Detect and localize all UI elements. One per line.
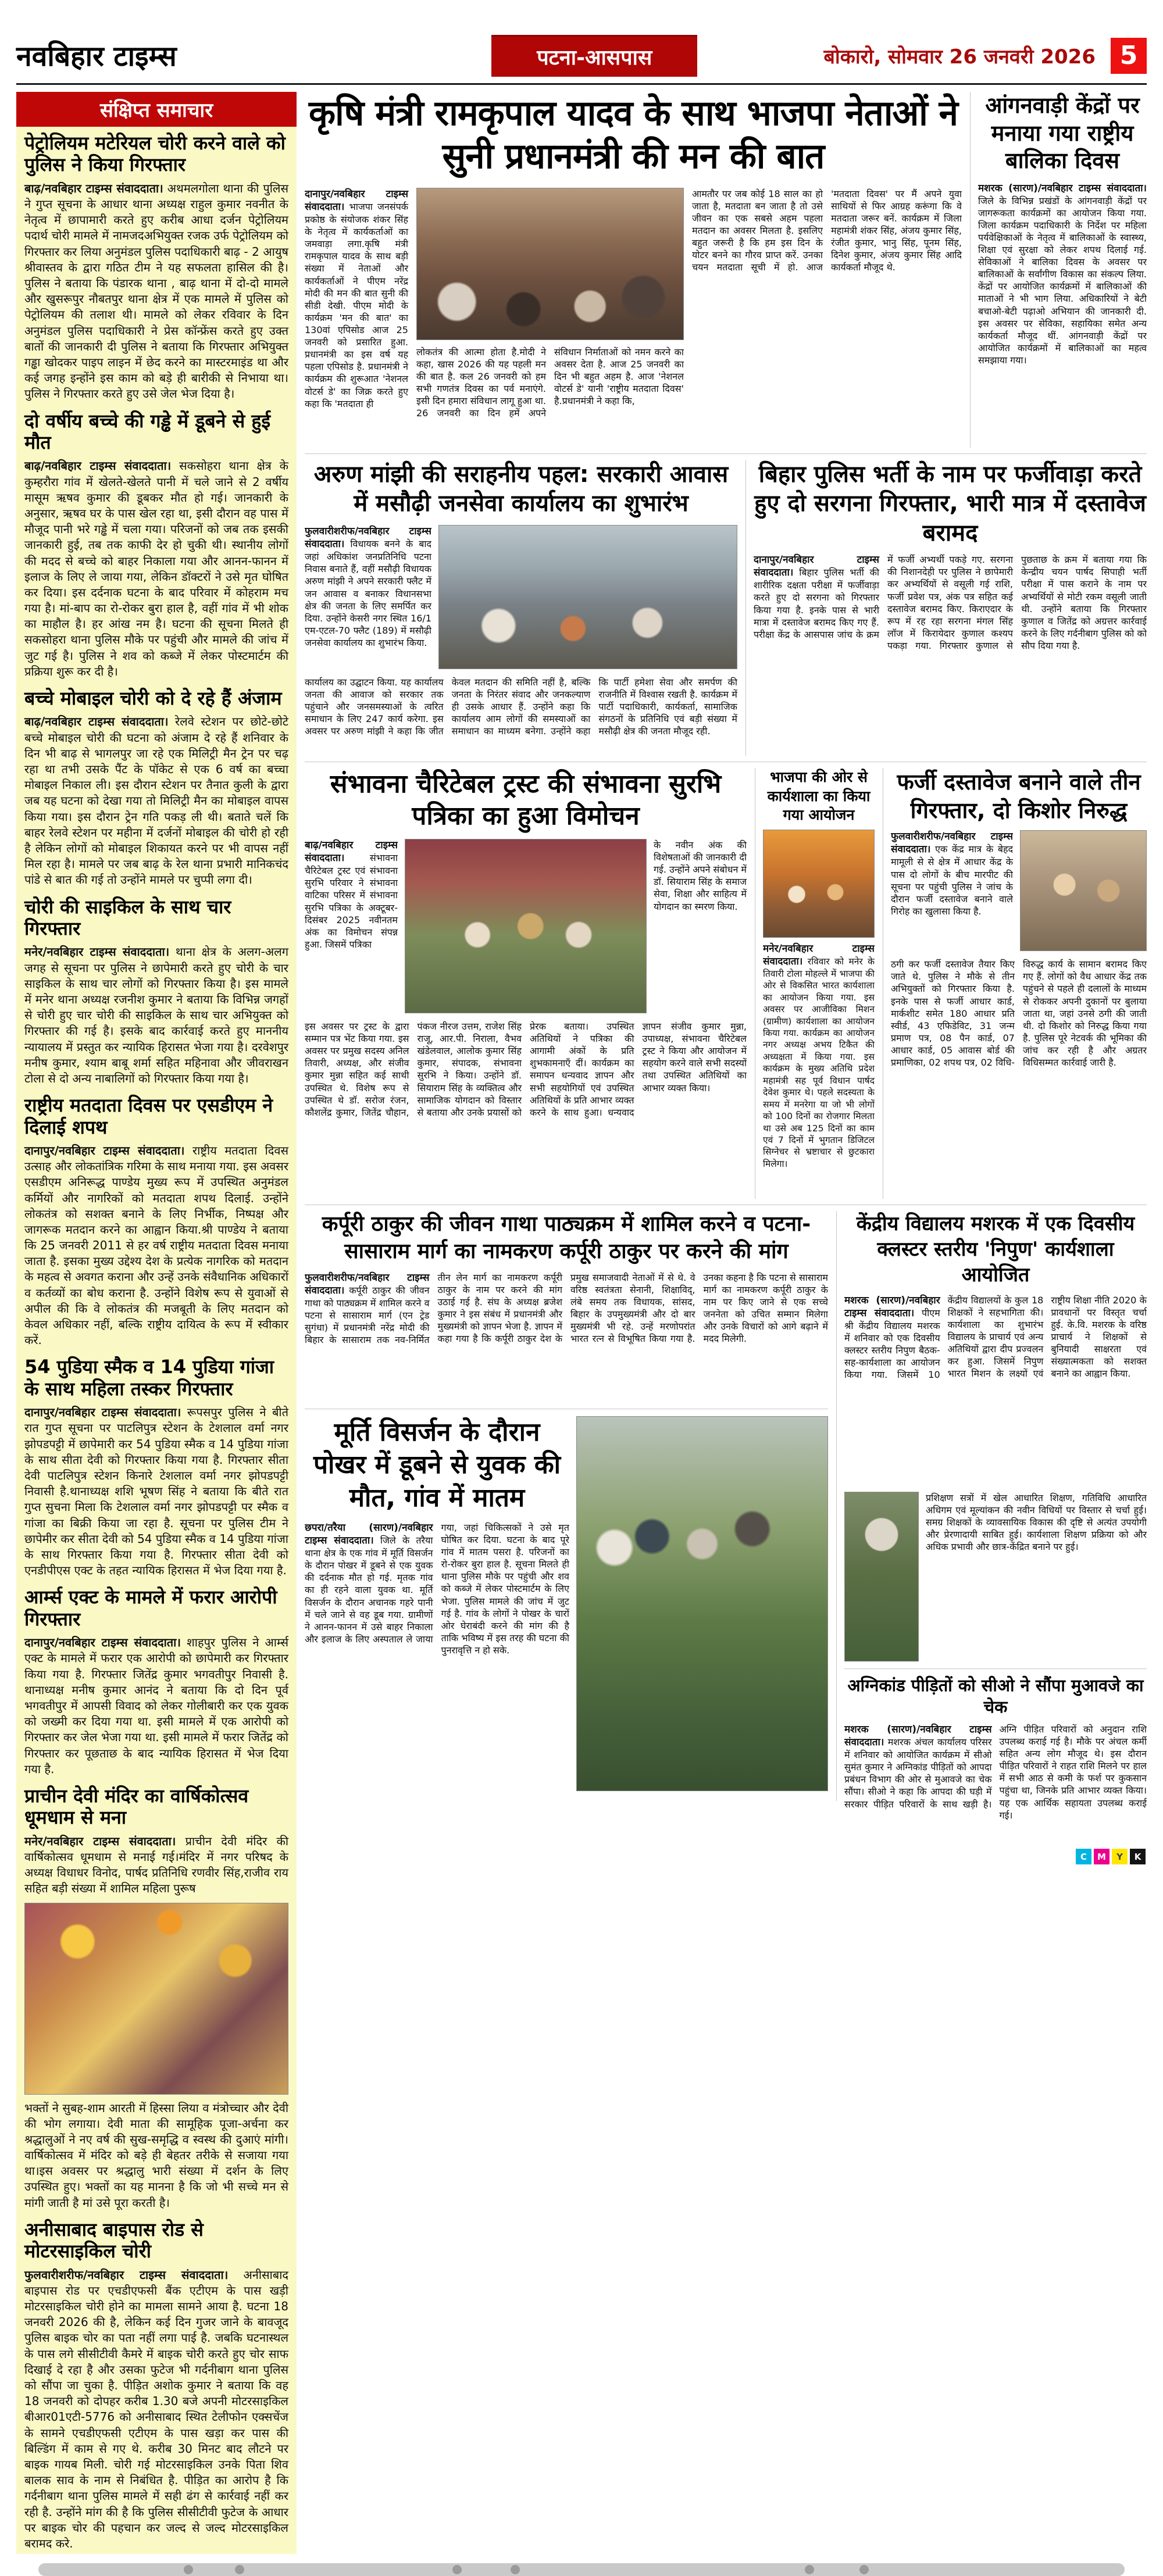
temple-festival-photo <box>24 1903 288 2095</box>
brief-smack-arrest <box>16 1350 297 1581</box>
article-headline: बिहार पुलिस भर्ती के नाम पर फर्जीवाड़ा करते हुए दो सरगना गिरफ्तार, भारी मात्र में दस्तावेज बरामद <box>754 461 1146 546</box>
article-police-bharti-fraud <box>745 460 1147 756</box>
article-headline: अरुण मांझी की सराहनीय पहल: सरकारी आवास में मसौढ़ी जनसेवा कार्यालय का शुभारंभ <box>313 461 729 517</box>
article-body: लोकतंत्र की आत्मा होता है.मोदी ने कहा, खास 2026 की यह पहली मन की बात है. कल 26 जनवरी को हम सभी गणतंत्र दिवस का पर्व मनाएंगे. इसी दिन हमारा संविधान लागू हुआ था. 26 जनवरी का दिन हमें अपने संविधान निर्माताओं को नमन करने का अवसर देता है. आज 25 जनवरी का दिन भी बहुत अहम है. आज 'नेशनल वोटर्स डे' यानी 'राष्ट्रीय मतदाता दिवस' है.प्रधानमंत्री ने कहा कि, <box>416 346 684 419</box>
article-body: मशरक अंचल कार्यालय परिसर में शनिवार को आयोजित कार्यक्रम में सीओ सुमंत कुमार ने अग्निकांड पीड़ितों को आपदा प्रबंधन विभाग की ओर से मुआवजे का चेक सौंपा। सीओ ने कहा कि आपदा की घड़ी में सरकार पीड़ित परिवारों के साथ खड़ी है। अग्नि पीड़ित परिवारों को अनुदान राशि उपलब्ध कराई गई है। मौके पर अंचल कर्मी सहित अन्य लोग मौजूद थे। इस दौरान पीड़ित परिवारों ने राहत राशि मिलने पर हाल में सभी आठ से कमी के फर्श पर कुकसान पहुंचा था, जिनके प्रति आभार व्यक्त किया। यह एक आर्थिक सहायता उपलब्ध कराई गई। <box>844 1723 1147 1821</box>
main-area <box>305 92 1147 2554</box>
brief-arms-act <box>16 1581 297 1780</box>
brief-headline: चोरी की साइकिल के साथ चार गिरफ्तार <box>24 895 231 939</box>
article-headline: आंगनवाड़ी केंद्रों पर मनाया गया राष्ट्रीय बालिका दिवस <box>985 92 1140 173</box>
edition-dateline: बोकारो, सोमवार 26 जनवरी 2026 <box>823 45 1096 69</box>
registration-dot <box>235 2565 244 2574</box>
brief-dateline: बाढ़/नवबिहार टाइम्स संवाददाता। <box>24 181 163 195</box>
article-headline: केंद्रीय विद्यालय मशरक में एक दिवसीय क्लस्टर स्तरीय 'निपुण' कार्यशाला आयोजित <box>856 1212 1135 1287</box>
page-content <box>16 92 1147 2554</box>
article-headline: मूर्ति विसर्जन के दौरान पोखर में डूबने से युवक की मौत, गांव में मातम <box>313 1417 561 1513</box>
inauguration-photo <box>438 525 737 669</box>
registration-dot <box>511 2565 520 2574</box>
article-body: रविवार को मनेर के तिवारी टोला मोहल्ले में भाजपा की ओर से विकसित भारत कार्यशाला का आयोजन किया गया. इस अवसर पर आजीविका मिशन (ग्रामीण) कार्यशाला का आयोजन किया गया. कार्यक्रम का आयोजन नगर अध्यक्ष अभय टिकैत की अध्यक्षता में किया गया. इस कार्यक्रम के मुख्य अतिथि प्रदेश महामंत्री सह पूर्व विधान पार्षद देवेश कुमार थे। पहले सदस्यता के समय में मनरेगा या जो भी लोगों को 100 दिनों का रोजगार मिलता था उसे अब 125 दिनों का काम एवं 7 दिनों में भुगतान डिजिटल सिग्नेचर से भ्रष्टाचार से छुटकारा मिलेगा। <box>763 956 875 1169</box>
article-murti-visarjan <box>305 1409 828 1801</box>
article-dateline: मशरक (सारण)/नवबिहार टाइम्स संवाददाता। <box>978 182 1147 194</box>
article-body: कार्यालय का उद्घाटन किया. यह कार्यालय जनता की आवाज को सरकार तक पहुंचाने और जनसमस्याओं के त्वरित समाधान के लिए 247 कार्य करेगा. इस अवसर पर अरुण मांझी ने कहा कि जीत केवल मतदान की समिति नहीं है, बल्कि जनता के निरंतर संवाद और जनकल्याण ही उसके आधार हैं. उन्होंने कहा कि कार्यालय आम लोगों की समस्याओं का समाधान का माध्यम बनेगा. उन्होंने कहा कि पार्टी हमेशा सेवा और समर्पण की राजनीति में विश्वास रखती है. कार्यक्रम में पार्टी पदाधिकारी, कार्यकर्ता, सामाजिक संगठनों के प्रतिनिधि एवं बड़ी संख्या में मसौढ़ी क्षेत्र की जनता मौजूद रही. <box>305 677 737 737</box>
article-lead-row <box>305 525 737 670</box>
registration-dot <box>805 2565 814 2574</box>
brief-headline: आर्म्स एक्ट के मामले में फरार आरोपी गिरफ्तार <box>24 1586 277 1630</box>
article-body: जिले के तरैया थाना क्षेत्र के एक गांव में मूर्ति विसर्जन के दौरान पोखर में डूबने से एक युवक की दर्दनाक मौत हो गई. मृतक गांव का ही रहने वाला युवक था. मूर्ति विसर्जन के दौरान अचानक गहरे पानी में चले जाने से वह डूब गया. ग्रामीणों ने आनन-फानन में उसे बाहर निकाला और इलाज के लिए अस्पताल ले जाया गया, जहां चिकित्सकों ने उसे मृत घोषित कर दिया. घटना के बाद पूरे गांव में मातम पसरा है. परिजनों का रो-रोकर बुरा हाल है. सूचना मिलते ही थाना पुलिस मौके पर पहुंची और शव को कब्जे में लेकर पोस्टमार्टम के लिए भेजा. पुलिस मामले की जांच में जुट गई है. गांव के लोगों ने पोखर के चारों ओर घेराबंदी करने की मांग की है ताकि भविष्य में इस तरह की घटना की पुनरावृत्ति न हो सके. <box>305 1521 569 1656</box>
article-dateline: मनेर/नवबिहार टाइम्स संवाददाता। <box>763 942 875 967</box>
brief-headline: बच्चे मोबाइल चोरी को दे रहे हैं अंजाम <box>24 687 282 709</box>
pond-crowd-photo <box>576 1416 828 1791</box>
brief-headline: प्राचीन देवी मंदिर का वार्षिकोत्सव धूमधाम से मना <box>24 1784 249 1829</box>
brief-body: राष्ट्रीय मतदाता दिवस उत्साह और लोकतांत्रिक गरिमा के साथ मनाया गया. इस अवसर एसडीएम अनिरूद्ध पाण्डेय मुख्य रूप में उपस्थित अनुमंडल कर्मियों और नागरिकों को मतदाता शपथ दिलाई. उन्होंने लोकतंत्र को सशक्त बनाने के लिए निर्भीक, निष्पक्ष और जागरूक मतदान करने का आह्वान किया.श्री पाण्डेय ने बताया कि 25 जनवरी 2011 से हर वर्ष राष्ट्रीय मतदाता दिवस मनाया जाता है. इसका मुख्य उद्देश्य देश के प्रत्येक नागरिक को मतदान के महत्व से अवगत कराना और उन्हें उनके संवैधानिक अधिकारों व कर्तव्यों का बोध कराना है. उन्होंने विशेष रूप से युवाओं से अपील की कि वे लोकतंत्र की मजबूती के लिए मतदान को केवल अधिकार नहीं, बल्कि राष्ट्रीय दायित्व के रूप में स्वीकार करें. <box>24 1143 289 1348</box>
article-body: कर्पूरी ठाकुर की जीवन गाथा को पाठ्यक्रम में शामिल करने व पटना से सासाराम मार्ग (एन ट्रेड सुगंधा) में प्रधानमंत्री नरेंद्र मोदी की बिहार के सासाराम तक नव-निर्मित तीन लेन मार्ग का नामकरण कर्पूरी ठाकुर के नाम पर करने की मांग उठाई गई है. संघ के अध्यक्ष ब्रजेश कुमार ने इस संबंध में प्रधानमंत्री और मुख्यमंत्री को ज्ञापन भेजा है. ज्ञापन में कहा गया है कि कर्पूरी ठाकुर देश के प्रमुख समाजवादी नेताओं में से थे. वे वरिष्ठ स्वतंत्रता सेनानी, शिक्षाविद्, लंबे समय तक विधायक, सांसद, बिहार के उपमुख्यमंत्री और दो बार मुख्यमंत्री भी रहे. उन्हें मरणोपरांत भारत रत्न से विभूषित किया गया है. उनका कहना है कि पटना से सासाराम मार्ग का नामकरण कर्पूरी ठाकुर के नाम पर किए जाने से एक सच्चे जननेता को उचित सम्मान मिलेगा और उनके विचारों को आगे बढ़ाने में मदद मिलेगी. <box>305 1271 828 1346</box>
brief-body: रूपसपुर पुलिस ने बीते रात गुप्त सूचना पर पाटलिपुत्र स्टेशन के टेशलाल वर्मा नगर झोपडपट्टी में छापेमारी कर 54 पुडिया स्मैक व 14 पुडिया गांजा के साथ सीता देवी को गिरफ्तार किया गया है. गिरफ्तार सीता देवी पाटलिपुत्र स्टेशन किनारे टेशलाल वर्मा नगर झोपडपट्टी निवासी है.थानाध्यक्ष शशि भूषण सिंह ने बताया कि बीते रात गुप्त सुचना मिला कि टेशलाल वर्मा नगर झोपडपट्टी पर स्मैक व गांजा का बिक्री किया जा रहा है. सूचना पर पुलिस टीम ने छापेमीर कर सीता देवी को 54 पुडिया स्मैक व 14 पुडिया गांजा के साथ गिरफ्तार किया गया है. गिरफ्तार सीता देवी को एनडीपीएस एक्ट के तहत न्यायिक हिरासत में भेज दिया गया है. <box>24 1405 288 1578</box>
bottom-left-stack <box>305 1211 828 1801</box>
article-lead-row <box>891 830 1147 952</box>
article-lead <box>305 525 431 670</box>
brief-motorcycle-theft <box>16 2213 297 2554</box>
article-lead <box>891 830 1013 952</box>
brief-cycle-theft <box>16 891 297 1089</box>
meeting-photo <box>416 188 684 340</box>
article-balika-diwas <box>970 92 1147 448</box>
black-patch: K <box>1130 1849 1146 1864</box>
murti-text-block <box>305 1416 569 1801</box>
article-body-wrap <box>305 1521 569 1742</box>
article-dateline: दानापुर/नवबिहार टाइम्स संवाददाता। <box>305 188 408 213</box>
brief-child-drowning <box>16 405 297 683</box>
article-mann-ki-baat <box>305 92 962 448</box>
article-body: विधायक बनने के बाद जहां अधिकांश जनप्रतिनिधि पटना निवास बनाते हैं, वहीं मसौढ़ी विधायक अरुण मांझी ने अपने सरकारी फ्लैट में जन आवास व बनाकर विधानसभा क्षेत्र की जनता के लिए समर्पित कर दिया. उन्होंने केसरी नगर स्थित 16/1 एम-एटल-70 फ्लैट (189) में मसौढ़ी जनसेवा कार्यालय का शुभारंभ किया. <box>305 538 431 648</box>
article-lead-row <box>305 839 747 1014</box>
article-dateline: दानापुर/नवबिहार टाइम्स संवाददाता। <box>754 554 879 579</box>
event-photo <box>844 1492 919 1662</box>
main-headline: कृषि मंत्री रामकृपाल यादव के साथ भाजपा नेताओं ने सुनी प्रधानमंत्री की मन की बात <box>309 93 958 177</box>
page-number-badge: 5 <box>1111 38 1147 74</box>
article-dateline: बाढ़/नवबिहार टाइम्स संवाददाता। <box>305 839 398 864</box>
main-article-body <box>305 188 962 432</box>
article-body-continued: प्रशिक्षण सत्रों में खेल आधारित शिक्षण, गतिविधि आधारित अधिगम एवं मूल्यांकन की नवीन विधियों पर विस्तार से चर्चा हुई। समग्र शिक्षकों के व्यावसायिक विकास की दृष्टि से अत्यंत उपयोगी और प्रेरणादायी साबित हुई। कार्यशाला शिक्षण प्रक्रिया को और अधिक प्रभावी और छात्र-केंद्रित बनाने पर हुई। <box>926 1492 1147 1552</box>
workshop-photo <box>763 830 875 938</box>
brief-dateline: मनेर/नवबिहार टाइम्स संवाददाता। <box>24 1834 176 1848</box>
nipun-lower-row <box>844 1492 1147 1662</box>
brief-dateline: दानापुर/नवबिहार टाइम्स संवाददाता। <box>24 1635 181 1650</box>
article-body: जिले के विभिन्न प्रखंडों के आंगनवाड़ी केंद्रों पर जागरूकता कार्यक्रमों का आयोजन किया गया. जिला कार्यक्रम पदाधिकारी के निर्देश पर महिला पर्यवेक्षिकाओं के नेतृत्व में बालिकाओं के स्वास्थ्य, शिक्षा एवं सुरक्षा को लेकर शपथ दिलाई गई. सेविकाओं ने बालिका दिवस के अवसर पर बालिकाओं के सर्वांगीण विकास का संकल्प लिया. केंद्रों पर आयोजित कार्यक्रमों में बालिकाओं की माताओं ने भी भाग लिया. अधिकारियों ने बेटी बचाओ-बेटी पढ़ाओ अभियान की जानकारी दी. इस अवसर पर सेविका, सहायिका समेत अन्य कार्यकर्ता मौजूद थीं. आंगनवाड़ी केंद्रों पर आयोजित कार्यक्रमों में बालिकाओं का महत्व समझाया गया। <box>978 195 1147 366</box>
magenta-patch: M <box>1094 1849 1110 1864</box>
brief-dateline: दानापुर/नवबिहार टाइम्स संवाददाता। <box>24 1405 181 1420</box>
article-dateline: फुलवारीशरीफ/नवबिहार टाइम्स संवाददाता। <box>891 831 1013 856</box>
article-headline: कर्पूरी ठाकुर की जीवन गाथा पाठ्यक्रम में शामिल करने व पटना-सासाराम मार्ग का नामकरण कर्पूरी ठाकुर पर करने की मांग <box>322 1212 811 1263</box>
print-registration-bar <box>38 2563 1125 2576</box>
brief-headline: अनीसाबाद बाइपास रोड से मोटरसाइकिल चोरी <box>24 2218 204 2263</box>
article-lead-left <box>305 839 398 1014</box>
article-body: इस अवसर पर ट्रस्ट के द्वारा सम्मान पत्र भेंट किया गया. इस अवसर पर प्रमुख सदस्य अनिल तिवारी, अध्यक्ष, और संजीव कुमार मुन्ना सहित कई साथी उपस्थित थे. विशेष रूप से उपस्थित थे डॉ. सरोज रंजन, कौशलेंद्र कुमार, जितेंद्र चौहान, पंकज नीरज उत्तम, राजेश सिंह राजू, आर.पी. निराला, वैभव खंडेलवाल, आलोक कुमार सिंह कुमार, संपादक, संभावना सुरभि ने किया। उन्होंने डॉ. सियाराम सिंह के व्यक्तित्व और सामाजिक योगदान को विस्तार से बताया और उनके प्रयासों को प्रेरक बताया। उपस्थित अतिथियों ने पत्रिका की आगामी अंकों के प्रति शुभकामनाएँ दीं। कार्यक्रम का समापन धन्यवाद ज्ञापन और सभी सहयोगियों एवं उपस्थित अतिथियों के प्रति आभार व्यक्त करने के साथ हुआ। धन्यवाद ज्ञापन संजीव कुमार मुन्ना, उपाध्यक्ष, संभावना चैरिटेबल ट्रस्ट ने किया और आयोजन में सहयोग करने वाले सभी सदस्यों तथा उपस्थित अतिथियों का आभार व्यक्त किया। <box>305 1021 747 1118</box>
article-headline: फर्जी दस्तावेज बनाने वाले तीन गिरफ्तार, दो किशोर निरुद्ध <box>897 769 1141 823</box>
article-fake-documents <box>883 768 1147 1199</box>
section-label: पटना-आसपास <box>491 35 697 77</box>
article-body-wrap <box>305 1271 828 1391</box>
brief-dateline: दानापुर/नवबिहार टाइम्स संवाददाता। <box>24 1143 185 1157</box>
brief-headline: राष्ट्रीय मतदाता दिवस पर एसडीएम ने दिलाई शपथ <box>24 1094 273 1138</box>
article-dateline: फुलवारीशरीफ/नवबिहार टाइम्स संवाददाता। <box>305 526 431 551</box>
main-body-col1 <box>305 188 408 432</box>
brief-body: थाना क्षेत्र के अलग-अलग जगह से सूचना पर पुलिस ने छापेमारी करते हुए चोरी के चार साइकिल के साथ चार लोगों को गिरफ्तार किया है। इस मामले में मनेर थाना अध्यक्ष रजनीश कुमार ने बताया कि विभिन्न जगहों से चोरी हुए चार चोरी की साइकिल के साथ चार अभियुक्त को गिरफ्तार की गई है। इसके बाद कार्रवाई करते हुए माननीय न्यायालय में प्रस्तुत कर न्यायिक हिरासत भेजा गया है। दरवेशपुर मनीष कुमार, श्याम बाबू शर्मा सहित महिनावा और जीवराखन टोला से दो अन्य नाबालिगों को गिरफ्तार किया गया है। <box>24 945 288 1085</box>
article-body-wrap <box>978 182 1147 455</box>
magazine-release-photo <box>405 839 647 1013</box>
article-karpuri-thakur <box>305 1211 828 1409</box>
brief-temple-festival <box>16 1780 297 2213</box>
seized-documents-photo <box>1020 830 1147 951</box>
article-jansewa-karyalay <box>305 460 737 756</box>
article-headline: संभावना चैरिटेबल ट्रस्ट की संभावना सुरभि पत्रिका का हुआ विमोचन <box>330 769 722 831</box>
brief-headline: 54 पुडिया स्मैक व 14 पुडिया गांजा के साथ महिला तस्कर गिरफ्तार <box>24 1356 274 1400</box>
article-dateline: फुलवारीशरीफ/नवबिहार टाइम्स संवाददाता। <box>305 1271 430 1296</box>
main-body-center <box>416 188 684 432</box>
article-nipun-workshop <box>844 1211 1147 1662</box>
article-body: एक केंद्र मात्र के बेहद मामूली से से क्षेत्र में आधार केंद्र के पास दो लोगों के बीच मारपीट की सूचना पर पहुंची पुलिस ने जांच के दौरान फर्जी दस्तावेज बनाने वाले गिरोह का खुलासा किया है. <box>891 844 1013 917</box>
briefs-column <box>16 92 297 2554</box>
article-dateline: छपरा/तरैया (सारण)/नवबिहार टाइम्स संवाददाता। <box>305 1521 433 1547</box>
article-surabhi-patrika <box>305 768 747 1199</box>
cmyk-colour-patches <box>1076 1849 1146 1864</box>
article-body-wrap <box>754 553 1147 769</box>
yellow-patch: Y <box>1112 1849 1128 1864</box>
briefs-header: संक्षिप्त समाचार <box>16 92 297 127</box>
brief-headline: दो वर्षीय बच्चे की गड्ढे में डूबने से हुई मौत <box>24 409 271 453</box>
article-body: भाजपा जनसंपर्क प्रकोष्ठ के संयोजक शंकर सिंह के नेतृत्व में कार्यकर्ताओं का जमवाड़ा लगा.कृषि मंत्री रामकृपाल यादव के साथ बड़ी संख्या में नेताओं और कार्यकर्ताओं ने पीएम नरेंद्र मोदी की मन की बात सुनी की सीडी देखी. पीएम मोदी के कार्यक्रम 'मन की बात' का 130वां एपिसोड आज 25 जनवरी को प्रसारित हुआ. प्रधानमंत्री का इस वर्ष यह पहला एपिसोड है. प्रधानमंत्री ने कार्यक्रम की शुरूआत 'नेशनल वोटर्स डे' का जिक्र करते हुए कहा कि 'मतदाता ही <box>305 201 408 409</box>
row-third <box>305 762 1147 1199</box>
article-headline: अग्निकांड पीड़ितों को सीओ ने सौंपा मुआवजे का चेक <box>847 1675 1144 1717</box>
paper-name: नवबिहार टाइम्स <box>16 40 177 73</box>
article-body: बिहार पुलिस भर्ती की शारीरिक दक्षता परीक्षा में फर्जीवाड़ा करते हुए दो सरगना को गिरफ्तार किया गया है. इनके पास से भारी मात्रा में दस्तावेज बरामद किए गए हैं. परीक्षा केंद्र के आसपास जांच के क्रम में फर्जी अभ्यर्थी पकड़े गए. सरगना की निशानदेही पर पुलिस ने छापेमारी कर अभ्यर्थियों से वसूली गई राशि, फर्जी प्रवेश पत्र, अंक पत्र सहित कई दस्तावेज बरामद किए. किराएदार के रूप में रह रहा सरगना मंगल सिंह लॉज में किरायेदार कुणाल कश्यप पकड़ा गया. गिरफ्तार कुणाल से पुछताछ के क्रम में बताया गया कि केन्द्रीय चयन पार्षद सिपाही भर्ती परीक्षा में पास कराने के नाम पर अभ्यर्थियों से मोटी रकम वसूली जाती थी. उन्होंने बताया कि गिरफ्तार कुणाल व जितेंद्र को अग्रत्तर कार्रवाई करने के लिए गर्दनीबाग पुलिस को को सौप दिया गया है. <box>754 554 1147 651</box>
row-top <box>305 92 1147 448</box>
article-body: ठगी कर फर्जी दस्तावेज तैयार किए जाते थे. पुलिस ने मौके से तीन अभियुक्तों को गिरफ्तार किया है. इनके पास से फर्जी आधार कार्ड, मार्कशीट समेत 180 आधार प्रति स्वीर्ड, 43 एफिडेविट, 31 जन्म प्रमाण पत्र, 08 पैन कार्ड, 07 आधार कार्ड, 05 आवास बोर्ड की प्रमाणिका, 02 शपथ पत्र, 02 विधि-विरुद्ध कार्य के सामान बरामद किए गए हैं. लोगों को वैध आधार केंद्र तक पहुंचने से पहले ही दलालों के माध्यम से रोककर अपनी दुकानों पर बुलाया जाता था, जहां उनसे ठगी की जाती थी. दो किशोर को निरुद्ध किया गया है. पुलिस पूरे नेटवर्क की भूमिका की जांच कर रही है और अग्रतर विधिसम्मत कार्रवाई जारी है. <box>891 959 1147 1069</box>
article-body-wrap <box>763 942 875 1187</box>
article-headline: भाजपा की ओर से कार्यशाला का किया गया आयोजन <box>767 769 871 823</box>
brief-mobile-theft <box>16 682 297 891</box>
masthead-right <box>823 38 1147 74</box>
masthead <box>16 34 1147 85</box>
article-bjp-karyashala <box>755 768 875 1199</box>
registration-dot <box>452 2565 462 2574</box>
brief-dateline: फुलवारीशरीफ/नवबिहार टाइम्स संवाददाता। <box>24 2267 229 2282</box>
article-body: संभावना चैरिटेबल ट्रस्ट एवं संभावना सुरभि परिवार ने संभावना वाटिका परिसर में संभावना सुरभि पत्रिका के अक्टूबर-दिसंबर 2025 नवीनतम अंक का विमोचन संपन्न हुआ. जिसमें पत्रिका <box>305 852 398 950</box>
brief-dateline: बाढ़/नवबिहार टाइम्स संवाददाता। <box>24 459 172 473</box>
bottom-right-stack <box>836 1211 1147 1821</box>
brief-body: अथमलगोला थाना की पुलिस ने गुप्त सूचना के आधार थाना अध्यक्ष राहुल कुमार नवनीत के नेतृत्व में छापामारी करते हुए करीब आधा दर्जन पेट्रोलियम पदार्थ चोरी मामले में नामजदअभियुक्त रजक उर्फ पेट्रोलियम को गिरफ्तार कर लिया अनुमंडल पुलिस पदाधिकारी बाढ़ - 2 आयुष श्रीवास्तव के द्वारा गठित टीम ने यह सफलता हासिल की है। पुलिस ने बताया कि पंडारक थाना , बाढ़ थाना में दो-दो मामले और खुसरूपुर नौबतपुर थाना क्षेत्र में एक मामले में पुलिस को पेट्रोलियम की तलाश थी। मामले को लेकर रविवार के दिन अनुमंडल पुलिस पदाधिकारी ने प्रेस कॉन्फ्रेंस करते हुए उक्त बातों की जानकारी दी पुलिस ने बताया कि गिरफ्तार अभियुक्त गड्ढा खोदकर पाइप लाइन में छेद करने का मास्टरमाइंड था और कई जगह इन्होंने इस काम को बड़े ही बारीकी से निभाया था। पुलिस ने गिरफ्तार करते हुए उसे जेल भेज दिया है। <box>24 181 289 401</box>
article-body-wrap <box>844 1723 1147 1851</box>
brief-body: सकसोहरा थाना क्षेत्र के कुम्हरौरा गांव में खेलते-खेलते पानी में चले जाने से 2 वर्षीय मासूम ऋषव कुमार की डूबकर मौत हो गई। जानकारी के अनुसार, ऋषव घर के पास खेल रहा था, इसी दौरान वह पास में मौजूद पानी भरे गड्ढे में चला गया। परिजनों को जब तक इसकी जानकारी हुई, तब तक काफी देर हो चुकी थी। स्थानीय लोगों की मदद से बच्चे को बाहर निकाला गया और आनन-फानन में इलाज के लिए ले जाया गया, लेकिन डॉक्टरों ने उसे मृत घोषित कर दिया। इस दर्दनाक घटना के बाद परिवार में कोहराम मच गया है। मां-बाप का रो-रोकर बुरा हाल है, वहीं गांव में भी शोक का माहौल है। हर आंख नम है। घटना की सूचना मिलते ही सकसोहरा थाना पुलिस मौके पर पहुंची और मामले की जांच में जुट गई है। पुलिस ने शव को कब्जे में लेकर पोस्टमार्टम की प्रक्रिया शुरू कर दी है। <box>24 459 288 678</box>
row-bottom <box>305 1205 1147 1821</box>
article-body-wrap <box>844 1294 1147 1486</box>
article-dateline: मशरक (सारण)/नवबिहार टाइम्स संवाददाता। <box>844 1723 992 1749</box>
brief-body-continued: भक्तों ने सुबह-शाम आरती में हिस्सा लिया व मंत्रोच्चार और देवी की भोग लगाया। देवी माता की सामूहिक पूजा-अर्चना कर श्रद्धालुओं ने नए वर्ष की सुख-समृद्धि व स्वस्थ की दुआएं मांगी।वार्षिकोत्सव में मंदिर को बड़े ही बेहतर तरीके से सजाया गया था।इस अवसर पर श्रद्धालु भारी संख्या में दर्शन के लिए उपस्थित हुए। भक्तों का यह मानना है कि जो भी सच्चे मन से मांगी जाती है मां उसे पूरा करती है। <box>24 2100 288 2210</box>
registration-dot <box>184 2565 193 2574</box>
brief-petroleum-theft <box>16 127 297 405</box>
article-agnikand-cheque <box>844 1668 1147 1851</box>
brief-dateline: मनेर/नवबिहार टाइम्स संवाददाता। <box>24 945 170 959</box>
brief-body: शाहपुर पुलिस ने आर्म्स एक्ट के मामले में फरार एक आरोपी को छापेमारी कर गिरफ्तार किया गया है. गिरफ्तार जितेंद्र कुमार भगवतीपुर निवासी है. थानाध्यक्ष मनीष कुमार आनंद ने बताया कि दो दिन पूर्व भगवतीपुर में आपसी विवाद को लेकर गोलीबारी कर एक युवक को जख्मी कर दिया गया था. इसी मामले में एक आरोपी को गिरफ्तार कर जेल भेजा गया था. इसी मामले में फरार जितेंद्र को गिरफ्तार कर पूछताछ के बाद न्यायिक हिरासत में भेज दिया गया है. <box>24 1635 289 1776</box>
registration-dot <box>859 2565 869 2574</box>
brief-voters-day <box>16 1089 297 1350</box>
article-dateline: मशरक (सारण)/नवबिहार टाइम्स संवाददाता। <box>844 1294 940 1319</box>
article-body: पीएम श्री केंद्रीय विद्यालय मशरक में शनिवार को एक दिवसीय क्लस्टर स्तरीय निपुण बैठक-सह-कार्यशाला का आयोजन किया गया. जिसमें 10 केंद्रीय विद्यालयों के कुल 18 शिक्षकों ने सहभागिता की। कार्यशाला का शुभारंभ विद्यालय के प्राचार्य एवं अन्य अतिथियों द्वारा दीप प्रज्वलन कर हुआ. जिसमें निपुण भारत मिशन के लक्ष्यों एवं राष्ट्रीय शिक्षा नीति 2020 के प्रावधानों पर विस्तृत चर्चा हुई. के.वि. मशरक के वरिष्ठ प्राचार्य ने शिक्षकों से बुनियादी साक्षरता एवं संख्यात्मकता को सशक्त बनाने का आह्वान किया. <box>844 1294 1147 1381</box>
article-body: आमतौर पर जब कोई 18 साल का हो जाता है, मतदाता बन जाता है तो उसे जीवन का एक सबसे अहम पहला मतदान का अवसर मिलता है. इसलिए बहुत जरूरी है कि हम इस दिन के योटर बनने का गौरव प्राप्त करें. उनका चयन मतदाता सूची में हो. आज 'मतदाता दिवस' पर मैं अपने युवा साथियों से फिर आग्रह करूंगा कि वे मतदाता जरूर बनें. कार्यक्रम में जिला महामंत्री शंकर सिंह, अंजय कुमार सिंह, रंजीत कुमार, भानु सिंह, पूनम सिंह, दिनेश कुमार, अंजय कुमार सिंह आदि कार्यकर्ता मौजूद थे. <box>692 188 962 273</box>
brief-body: अनीसाबाद बाइपास रोड पर एचडीएफसी बैंक एटीएम के पास खड़ी मोटरसाइकिल चोरी होने का मामला सामने आया है. घटना 18 जनवरी 2026 की है, लेकिन कई दिन गुजर जाने के बावजूद पुलिस बाइक चोर का पता नहीं लगा पाई है. जबकि घटनास्थल के पास लगे सीसीटीवी कैमरे में बाइक चोरी करते हुए चोर साफ दिखाई दे रहा है और उसका फुटेज भी गर्दनीबाग थाना पुलिस को सौंपा जा चुका है. पीड़ित अशोक कुमार ने बताया कि वह 18 जनवरी को दोपहर करीब 1.30 बजे अपनी मोटरसाइकिल बीआर01एटी-5776 को अनीसाबाद स्थित टेलीफोन एक्सचेंज के सामने एचडीएफसी एटीएम के पास खड़ा कर पास की बिल्डिंग में काम से गए थे. करीब 30 मिनट बाद लौटने पर बाइक गायब मिली. चोरी गई मोटरसाइकिल उनके पिता शिव बालक साव के नाम से निबंधित है. पीड़ित का आरोप है कि गर्दनीबाग थाना पुलिस मामले में सही ढंग से कार्रवाई नहीं कर रही है. उन्होंने मांग की है कि पुलिस सीसीटीवी फुटेज के आधार पर बाइक चोर की पहचान कर जल्द से जल्द मोटरसाइकिल बरामद करे. <box>24 2267 288 2550</box>
cyan-patch: C <box>1076 1849 1091 1864</box>
brief-body: प्राचीन देवी मंदिर की वार्षिकोत्सव धूमधाम से मनाई गई।मंदिर में नगर परिषद के अध्यक्ष विधाधर विनोद, पार्षद प्रतिनिधि रणवीर सिंह,राजीव राय सहित बड़ी संख्या में शामिल महिला पुरूष <box>24 1834 288 1896</box>
brief-body: रेलवे स्टेशन पर छोटे-छोटे बच्चे मोबाइल चोरी की घटना को अंजाम दे रहे हैं शनिवार के दिन भी बाढ़ से भागलपुर जा रहे एक मिलिट्री मैन ट्रेन पर चढ़ रहा था तभी उसके पैंट के पॉकेट से एक 6 वर्ष का बच्चा मोबाइल निकाल ली। इस दौरान स्टेशन पर तैनात कुली के द्वारा जब यह घटना को देखा गया तो मिलिट्री मैन का मोबाइल वापस किया गया। इस दौरान ट्रेन गति पकड़ ली थी। बताते चलें कि बाहर रेलवे स्टेशन पर महीना में दर्जनों मोबाइल की चोरी हो रही है लेकिन लोगों को मोबाइल शिकायत करने पर भी वापस नहीं मिल रहा है। मामले पर जब बाढ़ के रेल थाना प्रभारी मानिकचंद पांडे से बात की गई तो उन्होंने मामले पर चुप्पी लगा दी। <box>24 714 289 887</box>
brief-dateline: बाढ़/नवबिहार टाइम्स संवाददाता। <box>24 714 169 729</box>
row-second <box>305 453 1147 756</box>
brief-headline: पेट्रोलियम मटेरियल चोरी करने वाले को पुलिस ने किया गिरफ्तार <box>24 132 286 176</box>
article-lead-right: के नवीन अंक की विशेषताओं की जानकारी दी गई. उन्होंने अपने संबोधन में डॉ. सियाराम सिंह के समाज सेवा, शिक्षा और साहित्य में योगदान का स्मरण किया. <box>654 839 747 912</box>
